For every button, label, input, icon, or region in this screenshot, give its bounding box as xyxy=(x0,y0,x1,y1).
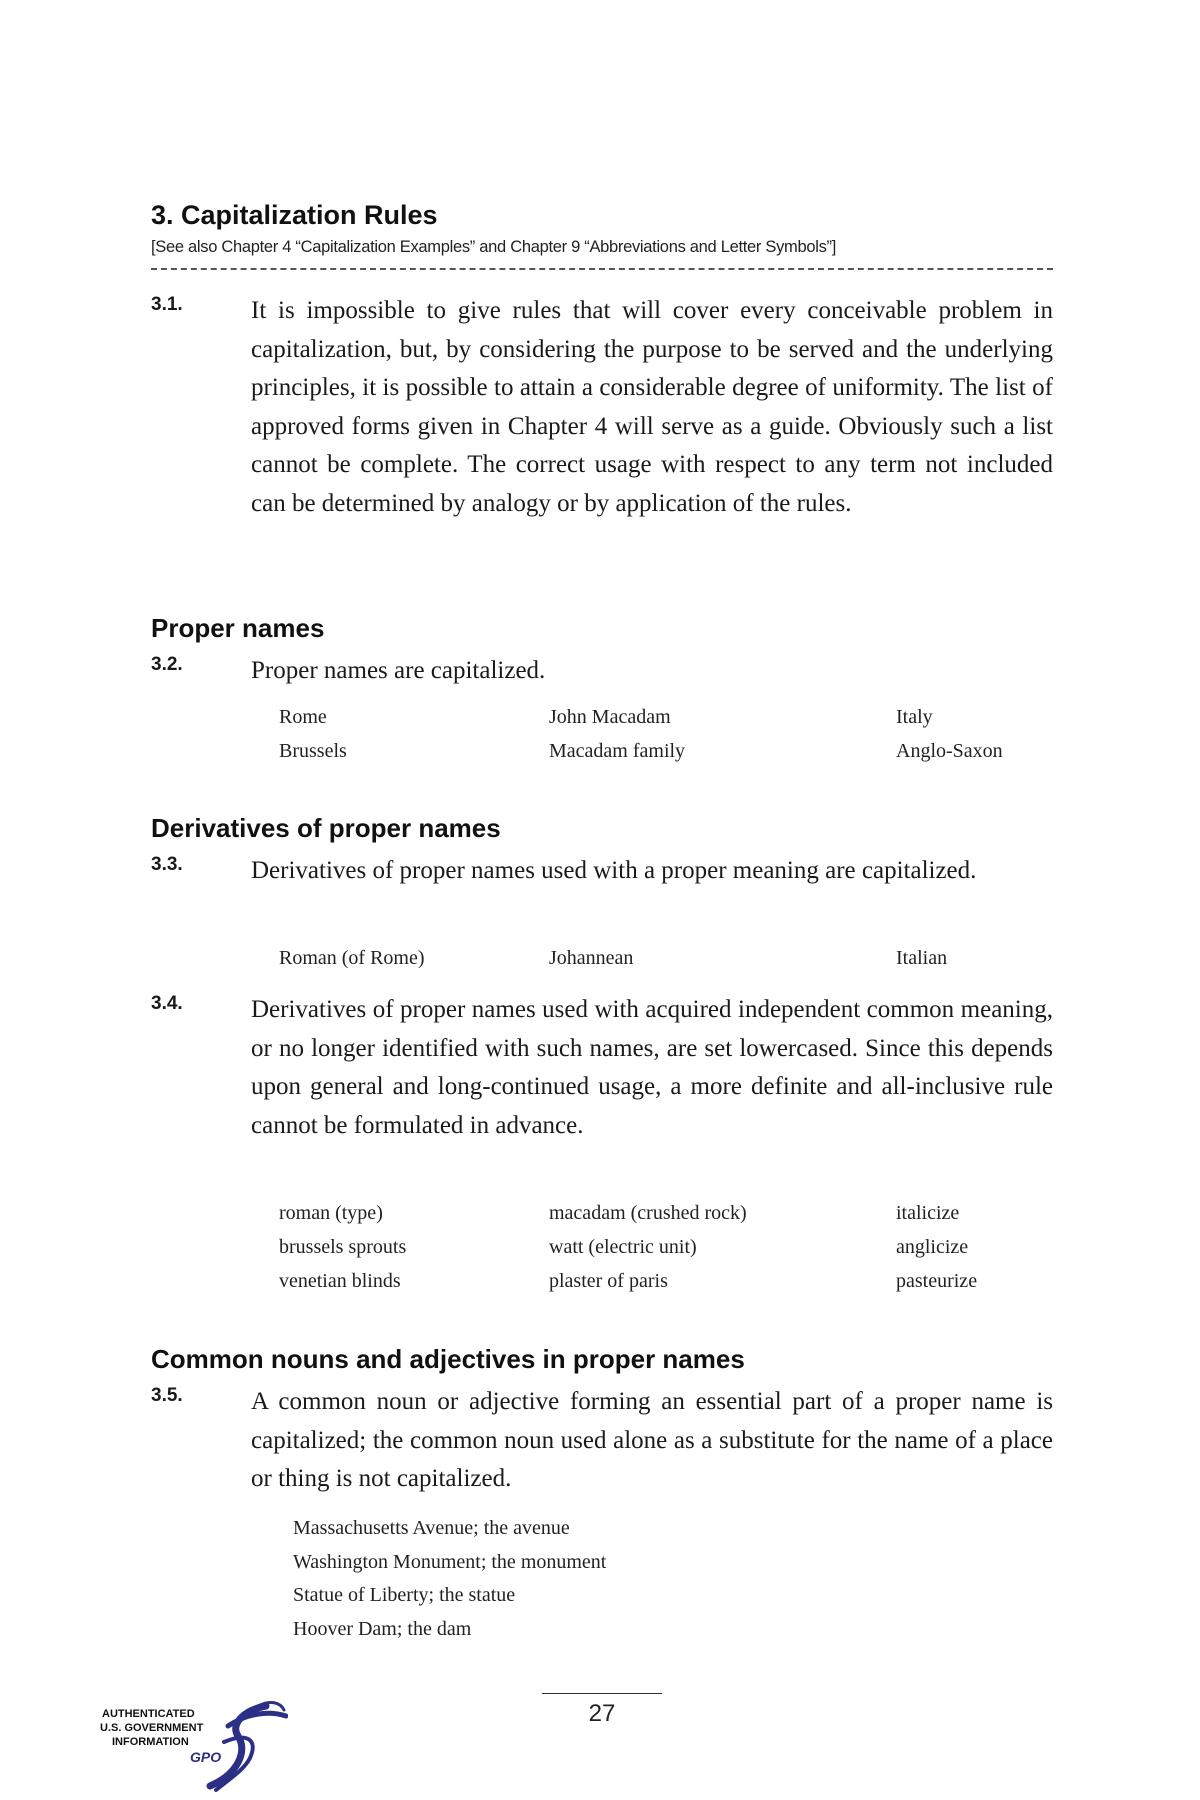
folio-rule xyxy=(542,1693,662,1694)
paragraph-number: 3.3. xyxy=(151,854,183,875)
examples-3-2 xyxy=(279,700,1096,768)
example-item: Washington Monument; the monument xyxy=(293,1550,607,1573)
seal-line-3: INFORMATION xyxy=(112,1736,189,1748)
example-cell: Macadam family xyxy=(549,739,686,762)
paragraph-number: 3.2. xyxy=(151,654,183,675)
example-cell: Italian xyxy=(896,946,948,969)
example-cell: John Macadam xyxy=(549,705,671,728)
paragraph-3-5 xyxy=(151,1383,1053,1499)
example-cell: venetian blinds xyxy=(279,1269,401,1292)
dashed-rule xyxy=(151,268,1053,270)
paragraph-3-1 xyxy=(151,292,1053,524)
example-cell: brussels sprouts xyxy=(279,1235,407,1258)
section-heading-derivatives: Derivatives of proper names xyxy=(151,813,501,843)
example-cell: pasteurize xyxy=(896,1269,978,1292)
example-row xyxy=(279,1264,1096,1298)
paragraph-number: 3.1. xyxy=(151,294,183,315)
paragraph-text: Proper names are capitalized. xyxy=(251,657,546,684)
example-row xyxy=(279,1230,1096,1264)
seal-line-2: U.S. GOVERNMENT xyxy=(100,1722,204,1734)
gpo-authentication-seal-icon xyxy=(98,1696,288,1796)
paragraph-text: Derivatives of proper names used with acquired independent common meaning, or no longer identified with such names, are set lowercased. Since this depends upon general and long-continued usage, a more definite and all-inclusive rule cannot be formulated in advance. xyxy=(251,996,1053,1139)
example-cell: Johannean xyxy=(549,946,634,969)
section-heading-proper-names: Proper names xyxy=(151,613,325,643)
paragraph-3-2 xyxy=(151,652,1053,691)
paragraph-3-4 xyxy=(151,991,1053,1145)
paragraph-text: A common noun or adjective forming an essential part of a proper name is capitalized; the common noun used alone as a substitute for the name of a place or thing is not capitalized. xyxy=(251,1388,1053,1493)
section-heading-common-nouns: Common nouns and adjectives in proper names xyxy=(151,1344,745,1374)
paragraph-number: 3.5. xyxy=(151,1385,183,1406)
examples-3-3 xyxy=(279,941,1096,975)
page-number: 27 xyxy=(588,1700,616,1727)
example-cell: anglicize xyxy=(896,1235,969,1258)
example-cell: Roman (of Rome) xyxy=(279,946,425,969)
example-cell: italicize xyxy=(896,1201,960,1224)
examples-3-4 xyxy=(279,1196,1096,1298)
seal-line-1: AUTHENTICATED xyxy=(102,1708,195,1720)
examples-3-5 xyxy=(293,1512,606,1646)
seal-gpo: GPO xyxy=(190,1749,222,1765)
example-item: Hoover Dam; the dam xyxy=(293,1617,472,1640)
example-cell: watt (electric unit) xyxy=(549,1235,697,1258)
example-cell: Rome xyxy=(279,705,327,728)
example-cell: plaster of paris xyxy=(549,1269,668,1292)
paragraph-text: Derivatives of proper names used with a proper meaning are capitalized. xyxy=(251,857,977,884)
example-cell: Anglo-Saxon xyxy=(896,739,1003,762)
chapter-title: 3. Capitalization Rules xyxy=(151,200,438,230)
example-cell: roman (type) xyxy=(279,1201,383,1224)
example-cell: macadam (crushed rock) xyxy=(549,1201,747,1224)
example-cell: Brussels xyxy=(279,739,347,762)
chapter-subtitle: [See also Chapter 4 “Capitalization Examples” and Chapter 9 “Abbreviations and Letter Symbols”] xyxy=(151,238,837,256)
example-row xyxy=(279,734,1096,768)
example-item: Massachusetts Avenue; the avenue xyxy=(293,1517,570,1539)
example-cell: Italy xyxy=(896,705,933,728)
paragraph-text: It is impossible to give rules that will cover every conceivable problem in capitalization, but, by considering the purpose to be served and the underlying principles, it is possible to attain a considerable degree of uniformity. The list of approved forms given in Chapter 4 will serve as a guide. Obviously such a list cannot be complete. The correct usage with respect to any term not included can be determined by analogy or by application of the rules. xyxy=(251,297,1053,517)
example-item: Statue of Liberty; the statue xyxy=(293,1584,516,1606)
example-row xyxy=(279,700,1096,734)
paragraph-3-3 xyxy=(151,852,1053,891)
example-row xyxy=(279,941,1096,975)
paragraph-number: 3.4. xyxy=(151,993,183,1014)
example-row xyxy=(279,1196,1096,1230)
